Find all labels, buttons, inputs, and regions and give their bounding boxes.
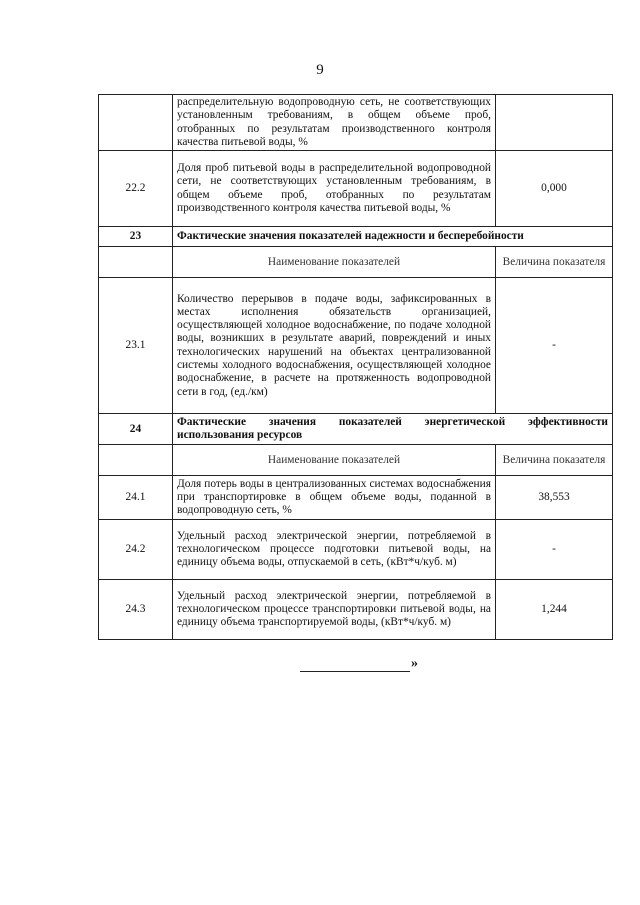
column-header-value: Величина показателя <box>496 247 613 278</box>
section-number: 23 <box>99 227 173 247</box>
column-header-value: Величина показателя <box>496 445 613 476</box>
indicator-name: Доля потерь воды в централизованных системах водоснабжения при транспортировке в общем объеме воды, поданной в водопроводную сеть, % <box>173 476 496 520</box>
indicator-value: 1,244 <box>496 580 613 640</box>
closing-quote: » <box>411 656 418 671</box>
indicator-value: - <box>496 520 613 580</box>
indicator-name: Количество перерывов в подаче воды, зафиксированных в местах исполнения обязательств организацией, осуществляющей холодное водоснабжение, по подаче холодной воды, возникших в результате аварий, повреждений и иных технологических нарушений на объектах централизованной системы холодного водоснабжения, осуществляющей холодное водоснабжение, в расчете на протяженность водопроводной сети в год, (ед./км) <box>173 278 496 414</box>
signature-underline <box>300 671 410 672</box>
indicator-name: Доля проб питьевой воды в распределительной водопроводной сети, не соответствующих установленным требованиям, в общем объеме проб, отобранных по результатам производственного контроля качества питьевой воды, % <box>173 151 496 227</box>
table-row <box>99 151 613 227</box>
section-title: Фактические значения показателей надежности и бесперебойности <box>173 227 613 247</box>
row-number: 24.2 <box>99 520 173 580</box>
row-number <box>99 95 173 151</box>
column-header-name: Наименование показателей <box>173 445 496 476</box>
indicator-value: - <box>496 278 613 414</box>
indicator-value: 0,000 <box>496 151 613 227</box>
table-row <box>99 580 613 640</box>
column-header-row <box>99 445 613 476</box>
row-number: 23.1 <box>99 278 173 414</box>
table-row <box>99 95 613 151</box>
column-header-row <box>99 247 613 278</box>
row-number: 24.3 <box>99 580 173 640</box>
indicator-name: Удельный расход электрической энергии, потребляемой в технологическом процессе подготовки питьевой воды, на единицу объема воды, отпускаемой в сеть, (кВт*ч/куб. м) <box>173 520 496 580</box>
closing-line <box>300 658 424 674</box>
section-number: 24 <box>99 414 173 445</box>
section-header-row <box>99 414 613 445</box>
indicator-value <box>496 95 613 151</box>
row-number: 22.2 <box>99 151 173 227</box>
row-number: 24.1 <box>99 476 173 520</box>
indicator-name: распределительную водопроводную сеть, не соответствующих установленным требованиям, в общем объеме проб, отобранных по результатам производственного контроля качества питьевой воды, % <box>173 95 496 151</box>
table-row <box>99 278 613 414</box>
section-title: Фактические значения показателей энергетической эффективности использования ресурсов <box>173 414 613 445</box>
column-header-name: Наименование показателей <box>173 247 496 278</box>
indicator-name: Удельный расход электрической энергии, потребляемой в технологическом процессе транспортировки питьевой воды, на единицу объема транспортируемой воды, (кВт*ч/куб. м) <box>173 580 496 640</box>
indicator-value: 38,553 <box>496 476 613 520</box>
section-header-row <box>99 227 613 247</box>
table-row <box>99 476 613 520</box>
page-number: 9 <box>316 62 324 78</box>
table-row <box>99 520 613 580</box>
indicators-table <box>98 94 613 640</box>
